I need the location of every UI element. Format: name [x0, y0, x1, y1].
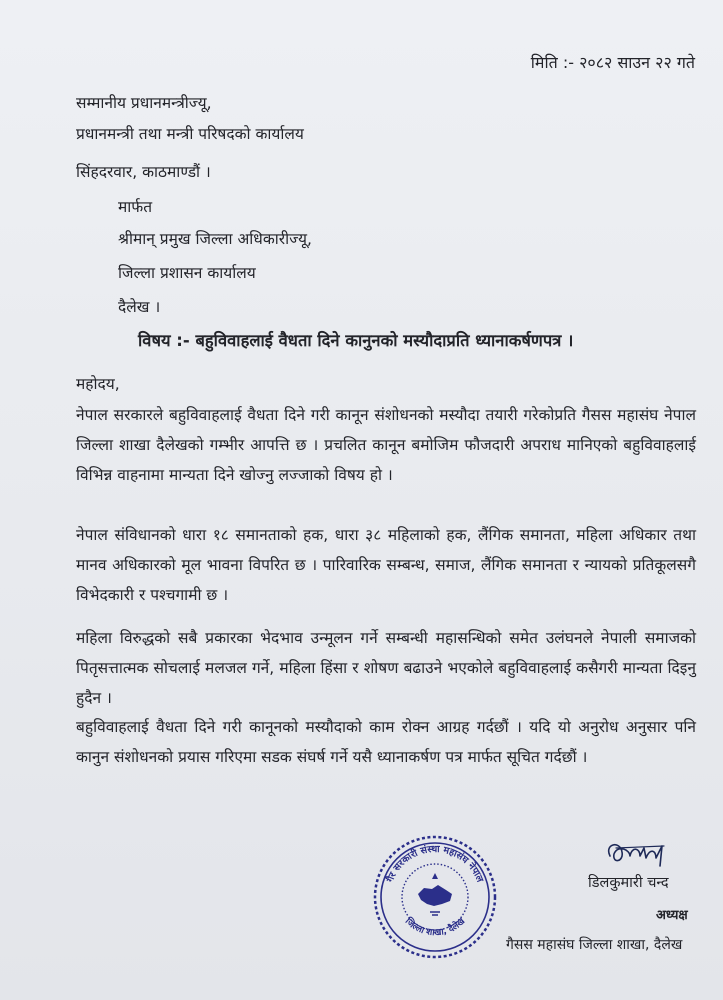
- signer-name: डिलकुमारी चन्द: [588, 875, 669, 891]
- recipient-line-1: सम्मानीय प्रधानमन्त्रीज्यू,: [76, 94, 212, 112]
- signer-role: अध्यक्ष: [656, 908, 688, 923]
- seal-top-text: गैर सरकारी संस्था महासंघ नेपाल: [384, 843, 486, 884]
- signature-mark: [600, 836, 680, 872]
- via-line-3: दैलेख ।: [118, 298, 161, 316]
- via-line-1: श्रीमान् प्रमुख जिल्ला अधिकारीज्यू,: [118, 230, 312, 248]
- organization-seal: [372, 834, 498, 960]
- recipient-line-3: सिंहदरवार, काठमाण्डौं ।: [76, 163, 211, 181]
- letter-subject: विषय :- बहुविवाहलाई वैधता दिने कानुनको मस्यौदाप्रति ध्यानाकर्षणपत्र ।: [138, 331, 574, 350]
- salutation: महोदय,: [76, 375, 120, 393]
- body-paragraph-4: बहुविवाहलाई वैधता दिने गरी कानूनको मस्यौदाको काम रोक्न आग्रह गर्दछौं । यदि यो अनुरोध अनुसार पनि कानुन संशोधनको प्रयास गरिएमा सडक संघर्ष गर्ने यसै ध्यानाकर्षण पत्र मार्फत सूचित गर्दछौं ।: [76, 718, 696, 766]
- body-paragraph-3: महिला विरुद्धको सबै प्रकारका भेदभाव उन्मूलन गर्ने सम्बन्धी महासन्धिको समेत उलंघनले नेपाली समाजको पितृसत्तात्मक सोचलाई मलजल गर्ने, महिला हिंसा र शोषण बढाउने भएकोले बहुविवाहलाई कसैगरी मान्यता दिइनु हुदैन ।: [76, 629, 696, 707]
- via-line-2: जिल्ला प्रशासन कार्यालय: [118, 264, 256, 282]
- body-paragraph-2: नेपाल संविधानको धारा १८ समानताको हक, धारा ३८ महिलाको हक, लैंगिक समानता, महिला अधिकार तथा मानव अधिकारको मूल भावना विपरित छ । पारिवारिक सम्बन्ध, समाज, लैंगिक समानता र न्यायको प्रतिकूलसगै विभेदकारी र पश्चगामी छ ।: [76, 526, 696, 604]
- via-label: मार्फत: [118, 198, 153, 216]
- recipient-line-2: प्रधानमन्त्री तथा मन्त्री परिषदको कार्यालय: [76, 125, 304, 143]
- seal-bottom-text: जिल्ला शाखा, दैलेख: [402, 916, 468, 939]
- organization-name: गैसस महासंघ जिल्ला शाखा, दैलेख: [506, 937, 683, 953]
- body-paragraph-1: नेपाल सरकारले बहुविवाहलाई वैधता दिने गरी कानून संशोधनको मस्यौदा तयारी गरेकोप्रति गैसस महासंघ नेपाल जिल्ला शाखा दैलेखको गम्भीर आपत्ति छ । प्रचलित कानून बमोजिम फौजदारी अपराध मानिएको बहुविवाहलाई विभिन्न वाहनामा मान्यता दिने खोज्नु लज्जाको विषय हो ।: [76, 406, 696, 484]
- letter-date: मिति :- २०८२ साउन २२ गते: [530, 53, 695, 72]
- nepal-map-icon: [418, 873, 452, 915]
